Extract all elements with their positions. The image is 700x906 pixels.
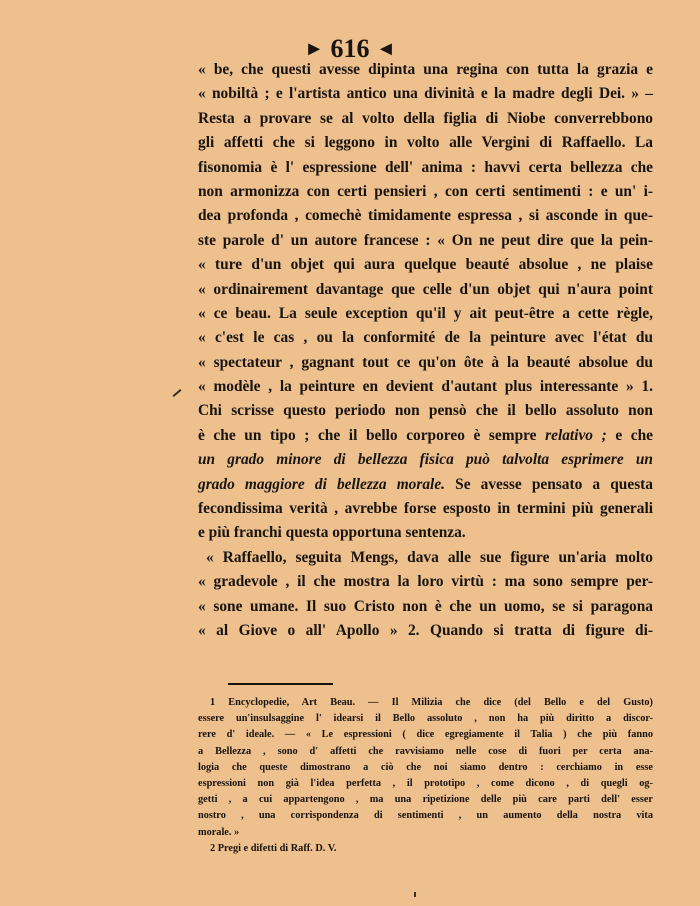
footnote-line: getti , a cui appartengono , ma una ripetizione delle più care parti dell' esser xyxy=(198,794,653,806)
text-line: « sone umane. Il suo Cristo non è che un uomo, se si paragona xyxy=(198,597,653,615)
text-line: « c'est le cas , ou la conformité de la peinture avec l'état du xyxy=(198,329,653,347)
footnote-line: espressioni non già l'idea perfetta , il prototipo , come dicono , di quegli og- xyxy=(198,777,653,789)
text-line: « be, che questi avesse dipinta una regina con tutta la grazia e xyxy=(198,61,653,78)
text-line xyxy=(198,473,653,497)
footnote-line: 2 Pregi e difetti di Raff. D. V. xyxy=(210,842,337,854)
text-segment: Se avesse pensato a questa xyxy=(445,475,654,493)
text-line: « al Giove o all' Apollo » 2. Quando si tratta di figure di- xyxy=(198,621,653,639)
page-number: 616 xyxy=(330,34,370,63)
text-line: Resta a provare se al volto della figlia di Niobe converrebbono xyxy=(198,109,653,127)
text-line: « ordinairement davantage que celle d'un objet qui n'aura point xyxy=(198,280,653,298)
text-line: e più franchi questa opportuna sentenza. xyxy=(198,524,466,542)
text-line: « nobiltà ; e l'artista antico una divinità e la madre degli Dei. » – xyxy=(198,85,653,103)
text-line: Chi scrisse questo periodo non pensò che il bello assoluto non xyxy=(198,402,653,420)
text-line: « modèle , la peinture en devient d'autant plus interessante » 1. xyxy=(198,378,653,396)
text-line xyxy=(198,448,653,472)
footnote-line: a Bellezza , sono d' affetti che ravvisiamo nelle cose di fuori per certa ana- xyxy=(198,745,653,757)
text-line: non armonizza con certi pensieri , con certi sentimenti : e un' i- xyxy=(198,182,653,200)
text-segment: e che xyxy=(606,426,653,444)
text-line: ste parole d' un autore francese : « On ne peut dire que la pein- xyxy=(198,231,653,249)
text-line: « ture d'un objet qui aura quelque beauté absolue , ne plaise xyxy=(198,256,653,274)
footnote-line: essere un'insulsaggine l' idearsi il Bello assoluto , non ha più diritto a discor- xyxy=(198,713,653,725)
footnote-line: rere d' ideale. — « Le espressioni ( dice egregiamente il Talia ) che più fanno xyxy=(198,729,653,741)
text-line: « Raffaello, seguita Mengs, dava alle sue figure un'aria molto xyxy=(206,548,653,566)
text-line: « gradevole , il che mostra la loro virtù : ma sono sempre per- xyxy=(198,573,653,591)
footnotes xyxy=(198,695,653,857)
footnote-line: morale. » xyxy=(198,826,240,838)
text-line: dea profonda , comechè timidamente espressa , si asconde in que- xyxy=(198,207,653,225)
footnote-divider xyxy=(228,683,333,685)
footnote-line: logia che queste dimostrano a ciò che noi siamo dentro : cerchiamo in esse xyxy=(198,761,653,773)
page-speck xyxy=(414,892,416,897)
italic-text: un grado minore di bellezza fisica può talvolta esprimere un xyxy=(198,451,653,469)
footnote-line: nostro , una corrispondenza di sentimenti , un aumento della nostra vita xyxy=(198,810,653,822)
text-line xyxy=(198,424,653,448)
text-line: « ce beau. La seule exception qu'il y ait peut-être a cette règle, xyxy=(198,304,653,322)
left-arrow-ornament: ► xyxy=(304,38,324,60)
main-text xyxy=(198,58,653,643)
text-line: « spectateur , gagnant tout ce qu'on ôte à la beauté absolue du xyxy=(198,353,653,371)
italic-text: relativo ; xyxy=(545,426,607,444)
italic-text: grado maggiore di bellezza morale. xyxy=(198,475,446,493)
text-line: fisonomia è l' espressione dell' anima : havvi certa bellezza che xyxy=(198,158,653,176)
text-line: fecondissima verità , avrebbe forse esposto in termini più generali xyxy=(198,500,653,518)
text-segment: è che un tipo ; che il bello corporeo è sempre xyxy=(198,426,537,444)
footnote-line: 1 Encyclopedie, Art Beau. — Il Milizia che dice (del Bello e del Gusto) xyxy=(210,697,653,708)
text-line: gli affetti che si leggono in volto alle Vergini di Raffaello. La xyxy=(198,134,653,152)
margin-pencil-mark xyxy=(173,389,182,397)
right-arrow-ornament: ◄ xyxy=(376,38,396,60)
